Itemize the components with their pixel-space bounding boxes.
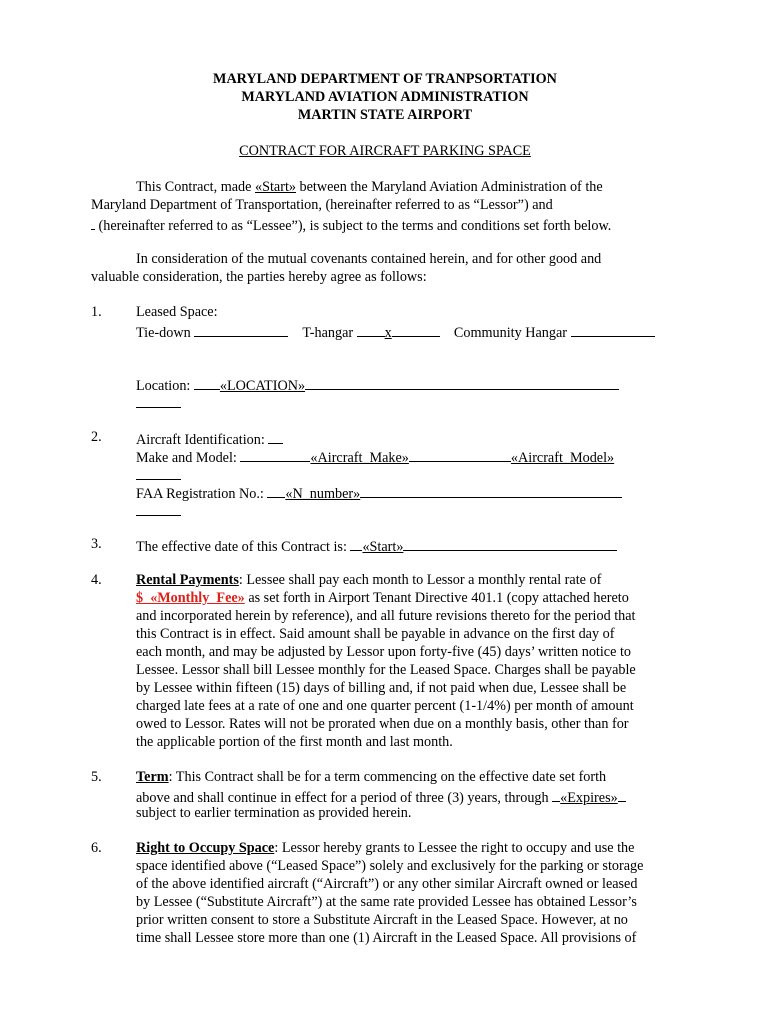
tiedown-field[interactable] bbox=[194, 321, 288, 337]
effective-date-field[interactable]: «Start» bbox=[362, 539, 404, 555]
intro-line-1: This Contract, made «Start» between the Maryland Aviation Administration of the bbox=[136, 179, 603, 195]
agency-line-3: MARTIN STATE AIRPORT bbox=[297, 107, 473, 123]
aircraft-model-field[interactable]: «Aircraft_Model» bbox=[510, 450, 615, 466]
leased-space-options: Tie-down T-hangar x Community Hangar bbox=[136, 321, 655, 342]
contract-title: CONTRACT FOR AIRCRAFT PARKING SPACE bbox=[239, 143, 531, 159]
faa-continuation bbox=[136, 500, 181, 521]
section-1-number: 1. bbox=[91, 304, 102, 320]
rental-payments-title: Rental Payments bbox=[136, 572, 239, 588]
faa-line: FAA Registration No.: «N_number» bbox=[136, 482, 622, 503]
occupy-line-5: prior written consent to store a Substitute Aircraft in the Leased Space. However, at no bbox=[136, 912, 628, 928]
make-model-line: Make and Model: «Aircraft_Make» «Aircraft_Model» bbox=[136, 446, 614, 467]
n-number-field[interactable]: «N_number» bbox=[285, 486, 361, 502]
effective-date-line: The effective date of this Contract is: «Start» bbox=[136, 535, 617, 556]
term-line-1: Term: This Contract shall be for a term commencing on the effective date set forth bbox=[136, 769, 607, 785]
community-hangar-field[interactable] bbox=[571, 321, 655, 337]
aircraft-id-field[interactable] bbox=[268, 428, 283, 444]
thangar-field[interactable]: x bbox=[384, 325, 392, 341]
location-continuation bbox=[136, 392, 181, 413]
term-line-2: above and shall continue in effect for a period of three (3) years, through «Expires» bbox=[136, 786, 626, 807]
aircraft-make-field[interactable]: «Aircraft_Make» bbox=[310, 450, 409, 466]
term-title: Term bbox=[136, 769, 169, 785]
intro-para-2-line-2: valuable consideration, the parties hereby agree as follows: bbox=[91, 269, 427, 285]
rental-line-1: Rental Payments: Lessee shall pay each month to Lessor a monthly rental rate of bbox=[136, 572, 602, 588]
aircraft-id-line: Aircraft Identification: bbox=[136, 428, 283, 449]
occupy-line-2: space identified above (“Leased Space”) solely and exclusively for the parking or storage bbox=[136, 858, 644, 874]
intro-para-2-line-1: In consideration of the mutual covenants contained herein, and for other good and bbox=[136, 251, 602, 267]
monthly-fee-field[interactable]: $_«Monthly_Fee» bbox=[136, 590, 245, 606]
expires-field[interactable]: «Expires» bbox=[560, 790, 618, 806]
rental-line-8: charged late fees at a rate of one and one quarter percent (1-1/4%) per month of amount bbox=[136, 698, 634, 714]
location-line: Location: «LOCATION» bbox=[136, 374, 619, 395]
agency-line-2: MARYLAND AVIATION ADMINISTRATION bbox=[241, 89, 529, 105]
agency-line-1: MARYLAND DEPARTMENT OF TRANPSORTATION bbox=[213, 71, 557, 87]
leased-space-title: Leased Space: bbox=[136, 304, 218, 320]
intro-line-3: (hereinafter referred to as “Lessee”), is subject to the terms and conditions set forth below. bbox=[91, 214, 611, 235]
rental-line-7: by Lessee within fifteen (15) days of billing and, if not paid when due, Lessee shall be bbox=[136, 680, 627, 696]
location-field[interactable]: «LOCATION» bbox=[219, 378, 306, 394]
right-to-occupy-title: Right to Occupy Space bbox=[136, 840, 275, 856]
rental-line-4: this Contract is in effect. Said amount shall be payable in advance on the first day of bbox=[136, 626, 615, 642]
start-field[interactable]: «Start» bbox=[255, 179, 296, 195]
occupy-line-6: time shall Lessee store more than one (1) Aircraft in the Leased Space. All provisions of bbox=[136, 930, 637, 946]
occupy-line-4: by Lessee (“Substitute Aircraft”) at the same rate provided Lessee has obtained Lessor’s bbox=[136, 894, 637, 910]
occupy-line-3: of the above identified aircraft (“Aircraft”) or any other similar Aircraft owned or leased bbox=[136, 876, 638, 892]
section-2-number: 2. bbox=[91, 429, 102, 445]
rental-line-9: owed to Lessor. Rates will not be prorated when due on a monthly basis, other than for bbox=[136, 716, 629, 732]
section-3-number: 3. bbox=[91, 536, 102, 552]
occupy-line-1: Right to Occupy Space: Lessor hereby grants to Lessee the right to occupy and use the bbox=[136, 840, 635, 856]
section-4-number: 4. bbox=[91, 572, 102, 588]
rental-line-2: $_«Monthly_Fee» as set forth in Airport Tenant Directive 401.1 (copy attached hereto bbox=[136, 590, 629, 606]
section-6-number: 6. bbox=[91, 840, 102, 856]
rental-line-6: Lessee. Lessor shall bill Lessee monthly for the Leased Space. Charges shall be payable bbox=[136, 662, 636, 678]
rental-line-10: the applicable portion of the first month and last month. bbox=[136, 734, 453, 750]
rental-line-3: and incorporated herein by reference), and all future revisions thereto for the period that bbox=[136, 608, 636, 624]
rental-line-5: each month, and may be adjusted by Lessor upon forty-five (45) days’ written notice to bbox=[136, 644, 631, 660]
term-line-3: subject to earlier termination as provided herein. bbox=[136, 805, 412, 821]
section-5-number: 5. bbox=[91, 769, 102, 785]
intro-line-2: Maryland Department of Transportation, (hereinafter referred to as “Lessor”) and bbox=[91, 197, 553, 213]
